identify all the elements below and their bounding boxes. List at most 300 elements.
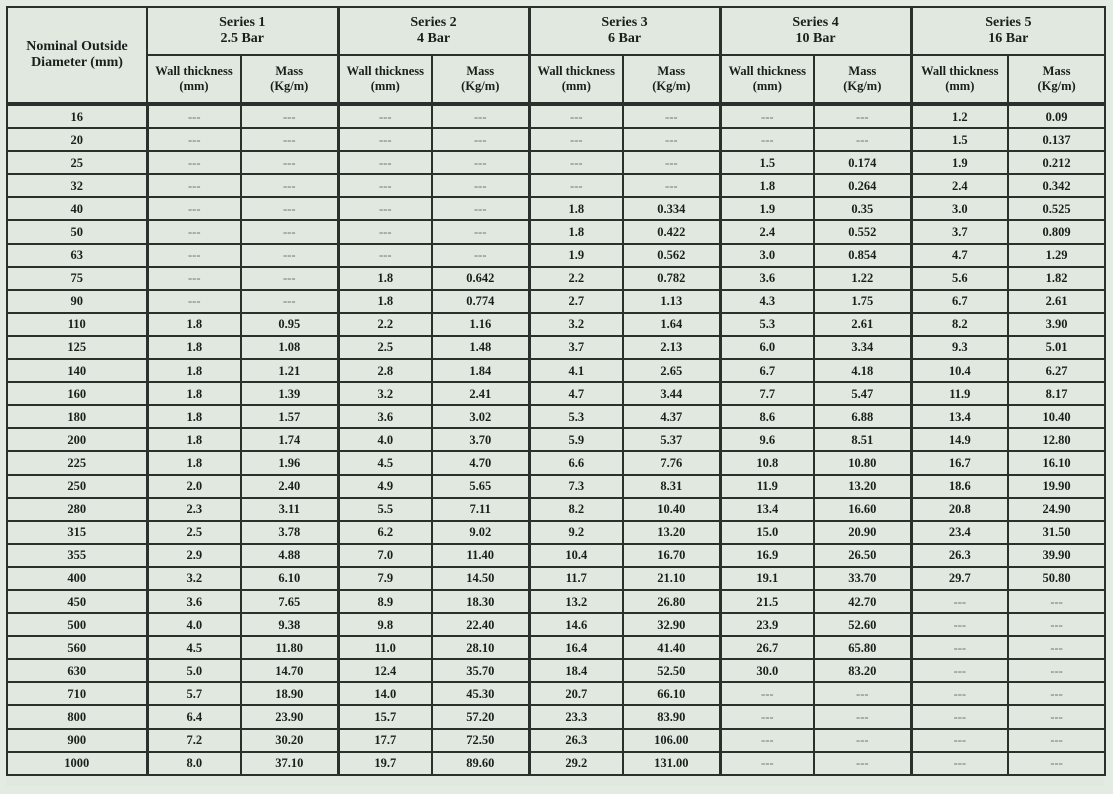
wall-thickness-cell-series-3: ---	[529, 128, 623, 151]
wall-thickness-cell-series-2: 8.9	[338, 590, 432, 613]
table-row	[7, 567, 1105, 590]
mass-cell-series-4: 2.61	[814, 313, 911, 336]
mass-cell-series-3: 2.65	[623, 359, 720, 382]
mass-cell-series-2: 2.41	[432, 382, 529, 405]
wall-thickness-cell-series-5: 23.4	[911, 521, 1008, 544]
wall-thickness-cell-series-1: ---	[147, 220, 241, 243]
mass-cell-series-1: 7.65	[241, 590, 338, 613]
wall-thickness-cell-series-5: ---	[911, 682, 1008, 705]
wall-thickness-cell-series-5: 2.4	[911, 174, 1008, 197]
series-name: Series 1	[219, 15, 266, 30]
mass-cell-series-5: 0.09	[1008, 104, 1105, 128]
corner-line-2: Diameter (mm)	[31, 55, 123, 70]
mass-cell-series-4: 0.174	[814, 151, 911, 174]
mass-cell-series-2: 45.30	[432, 682, 529, 705]
wall-thickness-cell-series-4: 9.6	[720, 428, 814, 451]
mass-cell-series-2: 9.02	[432, 521, 529, 544]
wall-header-line-2: (mm)	[561, 79, 591, 93]
wall-thickness-cell-series-3: 20.7	[529, 682, 623, 705]
wall-thickness-cell-series-3: 1.9	[529, 244, 623, 267]
mass-cell-series-2: 4.70	[432, 451, 529, 474]
wall-thickness-cell-series-2: 1.8	[338, 267, 432, 290]
mass-cell-series-4: 4.18	[814, 359, 911, 382]
wall-thickness-cell-series-5: 26.3	[911, 544, 1008, 567]
wall-thickness-cell-series-4: 2.4	[720, 220, 814, 243]
mass-header-series-4	[814, 55, 911, 104]
mass-cell-series-1: 6.10	[241, 567, 338, 590]
wall-thickness-cell-series-1: ---	[147, 151, 241, 174]
mass-cell-series-2: 1.84	[432, 359, 529, 382]
wall-thickness-cell-series-4: 3.6	[720, 267, 814, 290]
wall-thickness-cell-series-5: 3.0	[911, 197, 1008, 220]
mass-cell-series-5: 16.10	[1008, 451, 1105, 474]
wall-thickness-cell-series-2: 2.5	[338, 336, 432, 359]
table-row	[7, 313, 1105, 336]
mass-cell-series-2: 22.40	[432, 613, 529, 636]
mass-cell-series-1: 14.70	[241, 659, 338, 682]
mass-cell-series-4: 8.51	[814, 428, 911, 451]
mass-cell-series-2: 89.60	[432, 752, 529, 775]
mass-cell-series-3: 8.31	[623, 475, 720, 498]
pipe-spec-sheet	[6, 6, 1104, 786]
mass-cell-series-3: 0.422	[623, 220, 720, 243]
wall-thickness-cell-series-1: 3.2	[147, 567, 241, 590]
wall-thickness-cell-series-3: 7.3	[529, 475, 623, 498]
mass-cell-series-2: 1.48	[432, 336, 529, 359]
mass-cell-series-2: 14.50	[432, 567, 529, 590]
wall-thickness-cell-series-1: 4.5	[147, 636, 241, 659]
mass-cell-series-4: 83.20	[814, 659, 911, 682]
wall-thickness-cell-series-5: 6.7	[911, 290, 1008, 313]
mass-cell-series-5: 39.90	[1008, 544, 1105, 567]
mass-cell-series-3: 4.37	[623, 405, 720, 428]
wall-thickness-cell-series-2: 12.4	[338, 659, 432, 682]
table-row	[7, 752, 1105, 775]
wall-thickness-cell-series-2: 15.7	[338, 705, 432, 728]
mass-cell-series-5: 0.525	[1008, 197, 1105, 220]
mass-cell-series-1: 18.90	[241, 682, 338, 705]
wall-thickness-cell-series-1: 2.0	[147, 475, 241, 498]
mass-cell-series-5: 10.40	[1008, 405, 1105, 428]
wall-header-line-1: Wall thickness	[537, 64, 615, 78]
mass-header-series-1	[241, 55, 338, 104]
series-name: Series 5	[985, 15, 1032, 30]
nominal-diameter-cell: 560	[7, 636, 147, 659]
mass-cell-series-1: ---	[241, 197, 338, 220]
wall-thickness-cell-series-1: 3.6	[147, 590, 241, 613]
mass-cell-series-5: ---	[1008, 729, 1105, 752]
mass-cell-series-1: 3.78	[241, 521, 338, 544]
mass-cell-series-4: 13.20	[814, 475, 911, 498]
wall-thickness-cell-series-5: 29.7	[911, 567, 1008, 590]
mass-cell-series-4: 5.47	[814, 382, 911, 405]
wall-header-line-1: Wall thickness	[155, 64, 233, 78]
mass-cell-series-3: 41.40	[623, 636, 720, 659]
nominal-diameter-cell: 16	[7, 104, 147, 128]
nominal-diameter-cell: 1000	[7, 752, 147, 775]
mass-cell-series-3: 0.562	[623, 244, 720, 267]
wall-thickness-cell-series-5: ---	[911, 613, 1008, 636]
mass-cell-series-4: ---	[814, 128, 911, 151]
wall-thickness-cell-series-5: 13.4	[911, 405, 1008, 428]
wall-thickness-cell-series-2: ---	[338, 104, 432, 128]
mass-cell-series-1: 9.38	[241, 613, 338, 636]
series-header-5	[911, 7, 1105, 55]
mass-cell-series-2: 0.774	[432, 290, 529, 313]
wall-thickness-cell-series-5: ---	[911, 705, 1008, 728]
wall-thickness-cell-series-3: 11.7	[529, 567, 623, 590]
wall-thickness-cell-series-3: 8.2	[529, 498, 623, 521]
wall-thickness-cell-series-4: ---	[720, 104, 814, 128]
wall-thickness-cell-series-3: 3.2	[529, 313, 623, 336]
mass-cell-series-1: ---	[241, 128, 338, 151]
mass-cell-series-2: ---	[432, 151, 529, 174]
table-row	[7, 682, 1105, 705]
mass-cell-series-1: 1.74	[241, 428, 338, 451]
wall-thickness-cell-series-2: 4.9	[338, 475, 432, 498]
wall-thickness-cell-series-3: 3.7	[529, 336, 623, 359]
wall-thickness-cell-series-2: 17.7	[338, 729, 432, 752]
wall-thickness-cell-series-3: 4.7	[529, 382, 623, 405]
nominal-diameter-cell: 900	[7, 729, 147, 752]
wall-thickness-cell-series-1: ---	[147, 104, 241, 128]
mass-cell-series-5: 6.27	[1008, 359, 1105, 382]
mass-header-line-2: (Kg/m)	[1037, 79, 1076, 93]
wall-thickness-cell-series-2: 5.5	[338, 498, 432, 521]
mass-cell-series-1: 0.95	[241, 313, 338, 336]
wall-thickness-cell-series-3: 6.6	[529, 451, 623, 474]
mass-cell-series-5: ---	[1008, 590, 1105, 613]
wall-thickness-cell-series-2: 1.8	[338, 290, 432, 313]
mass-cell-series-4: 0.854	[814, 244, 911, 267]
mass-cell-series-3: 83.90	[623, 705, 720, 728]
table-row	[7, 359, 1105, 382]
mass-cell-series-4: ---	[814, 104, 911, 128]
wall-header-line-2: (mm)	[179, 79, 209, 93]
mass-cell-series-1: ---	[241, 174, 338, 197]
wall-thickness-cell-series-4: 6.0	[720, 336, 814, 359]
mass-cell-series-5: 0.809	[1008, 220, 1105, 243]
nominal-diameter-cell: 20	[7, 128, 147, 151]
table-row	[7, 128, 1105, 151]
wall-header-series-2	[338, 55, 432, 104]
table-row	[7, 174, 1105, 197]
nominal-diameter-cell: 140	[7, 359, 147, 382]
table-row	[7, 104, 1105, 128]
mass-cell-series-3: ---	[623, 174, 720, 197]
mass-cell-series-1: ---	[241, 104, 338, 128]
mass-cell-series-2: ---	[432, 104, 529, 128]
wall-thickness-cell-series-3: ---	[529, 151, 623, 174]
wall-thickness-cell-series-5: 11.9	[911, 382, 1008, 405]
wall-thickness-cell-series-2: 4.0	[338, 428, 432, 451]
header-row-series	[7, 7, 1105, 55]
table-row	[7, 244, 1105, 267]
wall-thickness-cell-series-1: 7.2	[147, 729, 241, 752]
series-header-2	[338, 7, 529, 55]
mass-header-line-1: Mass	[848, 64, 877, 78]
mass-cell-series-4: 1.75	[814, 290, 911, 313]
mass-cell-series-3: ---	[623, 104, 720, 128]
table-body	[7, 104, 1105, 775]
wall-thickness-cell-series-5: 18.6	[911, 475, 1008, 498]
series-pressure: 16 Bar	[988, 31, 1029, 46]
wall-thickness-cell-series-2: 7.9	[338, 567, 432, 590]
mass-cell-series-2: 18.30	[432, 590, 529, 613]
mass-cell-series-3: 52.50	[623, 659, 720, 682]
mass-cell-series-1: ---	[241, 244, 338, 267]
mass-cell-series-5: 2.61	[1008, 290, 1105, 313]
nominal-diameter-cell: 160	[7, 382, 147, 405]
series-name: Series 3	[601, 15, 648, 30]
wall-thickness-cell-series-3: 2.7	[529, 290, 623, 313]
mass-cell-series-4: 0.552	[814, 220, 911, 243]
nominal-diameter-cell: 125	[7, 336, 147, 359]
wall-thickness-cell-series-2: 19.7	[338, 752, 432, 775]
wall-thickness-cell-series-5: ---	[911, 659, 1008, 682]
mass-cell-series-3: 10.40	[623, 498, 720, 521]
mass-cell-series-3: 13.20	[623, 521, 720, 544]
wall-thickness-cell-series-3: 9.2	[529, 521, 623, 544]
wall-thickness-cell-series-4: 16.9	[720, 544, 814, 567]
wall-header-line-1: Wall thickness	[728, 64, 807, 78]
wall-thickness-cell-series-2: 2.8	[338, 359, 432, 382]
mass-cell-series-3: 1.13	[623, 290, 720, 313]
wall-thickness-cell-series-5: 4.7	[911, 244, 1008, 267]
mass-header-series-3	[623, 55, 720, 104]
wall-header-line-1: Wall thickness	[921, 64, 999, 78]
mass-cell-series-5: 0.137	[1008, 128, 1105, 151]
mass-cell-series-3: 7.76	[623, 451, 720, 474]
mass-cell-series-5: ---	[1008, 613, 1105, 636]
mass-cell-series-2: 11.40	[432, 544, 529, 567]
mass-cell-series-4: 65.80	[814, 636, 911, 659]
series-pressure: 2.5 Bar	[220, 31, 265, 46]
wall-thickness-cell-series-4: 4.3	[720, 290, 814, 313]
mass-cell-series-2: 7.11	[432, 498, 529, 521]
table-row	[7, 590, 1105, 613]
wall-thickness-cell-series-2: ---	[338, 244, 432, 267]
wall-thickness-cell-series-4: ---	[720, 752, 814, 775]
wall-header-line-2: (mm)	[945, 79, 975, 93]
mass-header-line-2: (Kg/m)	[270, 79, 309, 93]
corner-line-1: Nominal Outside	[26, 39, 128, 54]
wall-header-series-4	[720, 55, 814, 104]
series-header-3	[529, 7, 720, 55]
mass-cell-series-1: 1.96	[241, 451, 338, 474]
wall-header-line-2: (mm)	[370, 79, 400, 93]
table-row	[7, 151, 1105, 174]
wall-thickness-cell-series-5: 1.9	[911, 151, 1008, 174]
mass-cell-series-4: ---	[814, 682, 911, 705]
wall-thickness-cell-series-2: 4.5	[338, 451, 432, 474]
nominal-diameter-cell: 400	[7, 567, 147, 590]
wall-thickness-cell-series-1: 1.8	[147, 359, 241, 382]
nominal-diameter-header	[7, 7, 147, 104]
mass-cell-series-4: 20.90	[814, 521, 911, 544]
wall-thickness-cell-series-3: 26.3	[529, 729, 623, 752]
wall-thickness-cell-series-4: 11.9	[720, 475, 814, 498]
wall-thickness-cell-series-1: ---	[147, 290, 241, 313]
wall-thickness-cell-series-2: 3.2	[338, 382, 432, 405]
wall-thickness-cell-series-1: 5.0	[147, 659, 241, 682]
mass-cell-series-2: ---	[432, 197, 529, 220]
mass-header-line-1: Mass	[1042, 64, 1071, 78]
mass-cell-series-1: 1.57	[241, 405, 338, 428]
nominal-diameter-cell: 710	[7, 682, 147, 705]
table-row	[7, 729, 1105, 752]
mass-header-line-1: Mass	[466, 64, 495, 78]
nominal-diameter-cell: 450	[7, 590, 147, 613]
nominal-diameter-cell: 280	[7, 498, 147, 521]
wall-thickness-cell-series-2: 7.0	[338, 544, 432, 567]
mass-cell-series-4: ---	[814, 705, 911, 728]
wall-header-line-2: (mm)	[752, 79, 782, 93]
wall-thickness-cell-series-1: 2.5	[147, 521, 241, 544]
nominal-diameter-cell: 90	[7, 290, 147, 313]
wall-thickness-cell-series-5: 9.3	[911, 336, 1008, 359]
wall-thickness-cell-series-1: 1.8	[147, 382, 241, 405]
mass-cell-series-2: 1.16	[432, 313, 529, 336]
wall-thickness-cell-series-3: 2.2	[529, 267, 623, 290]
wall-thickness-cell-series-3: 5.3	[529, 405, 623, 428]
table-row	[7, 705, 1105, 728]
wall-thickness-cell-series-4: 1.8	[720, 174, 814, 197]
wall-thickness-cell-series-3: 14.6	[529, 613, 623, 636]
wall-thickness-cell-series-5: 3.7	[911, 220, 1008, 243]
wall-thickness-cell-series-2: 3.6	[338, 405, 432, 428]
wall-thickness-cell-series-1: ---	[147, 197, 241, 220]
table-row	[7, 659, 1105, 682]
wall-thickness-cell-series-5: 1.5	[911, 128, 1008, 151]
nominal-diameter-cell: 110	[7, 313, 147, 336]
mass-cell-series-1: 4.88	[241, 544, 338, 567]
table-row	[7, 197, 1105, 220]
table-row	[7, 336, 1105, 359]
mass-cell-series-5: 19.90	[1008, 475, 1105, 498]
wall-thickness-cell-series-4: 10.8	[720, 451, 814, 474]
mass-cell-series-2: ---	[432, 128, 529, 151]
wall-thickness-cell-series-4: 26.7	[720, 636, 814, 659]
wall-header-series-5	[911, 55, 1008, 104]
wall-thickness-cell-series-4: ---	[720, 682, 814, 705]
mass-cell-series-5: 5.01	[1008, 336, 1105, 359]
wall-thickness-cell-series-1: ---	[147, 174, 241, 197]
mass-cell-series-4: 0.264	[814, 174, 911, 197]
wall-thickness-cell-series-4: 19.1	[720, 567, 814, 590]
wall-thickness-cell-series-5: 10.4	[911, 359, 1008, 382]
wall-thickness-cell-series-1: 4.0	[147, 613, 241, 636]
wall-thickness-cell-series-2: 9.8	[338, 613, 432, 636]
series-pressure: 4 Bar	[416, 31, 451, 46]
wall-thickness-cell-series-2: ---	[338, 174, 432, 197]
mass-cell-series-2: 3.02	[432, 405, 529, 428]
wall-thickness-cell-series-3: 5.9	[529, 428, 623, 451]
nominal-diameter-cell: 32	[7, 174, 147, 197]
wall-thickness-cell-series-1: 2.3	[147, 498, 241, 521]
nominal-diameter-cell: 75	[7, 267, 147, 290]
wall-thickness-cell-series-2: 6.2	[338, 521, 432, 544]
mass-cell-series-4: ---	[814, 752, 911, 775]
mass-cell-series-2: 5.65	[432, 475, 529, 498]
wall-thickness-cell-series-2: ---	[338, 197, 432, 220]
mass-cell-series-1: ---	[241, 151, 338, 174]
wall-thickness-cell-series-1: 5.7	[147, 682, 241, 705]
wall-thickness-cell-series-1: 2.9	[147, 544, 241, 567]
series-header-4	[720, 7, 911, 55]
wall-thickness-cell-series-1: 1.8	[147, 313, 241, 336]
wall-thickness-cell-series-3: 1.8	[529, 197, 623, 220]
wall-thickness-cell-series-3: 16.4	[529, 636, 623, 659]
mass-cell-series-1: 1.08	[241, 336, 338, 359]
mass-cell-series-2: 35.70	[432, 659, 529, 682]
mass-cell-series-5: 50.80	[1008, 567, 1105, 590]
wall-thickness-cell-series-1: 1.8	[147, 405, 241, 428]
table-row	[7, 475, 1105, 498]
wall-thickness-cell-series-5: 8.2	[911, 313, 1008, 336]
wall-thickness-cell-series-5: 20.8	[911, 498, 1008, 521]
mass-cell-series-2: 72.50	[432, 729, 529, 752]
table-row	[7, 636, 1105, 659]
mass-header-line-2: (Kg/m)	[652, 79, 691, 93]
mass-header-line-1: Mass	[275, 64, 304, 78]
wall-thickness-cell-series-5: 14.9	[911, 428, 1008, 451]
mass-cell-series-3: 2.13	[623, 336, 720, 359]
series-header-1	[147, 7, 338, 55]
series-pressure: 10 Bar	[795, 31, 836, 46]
wall-thickness-cell-series-1: ---	[147, 267, 241, 290]
wall-thickness-cell-series-4: ---	[720, 128, 814, 151]
series-pressure: 6 Bar	[608, 31, 642, 46]
wall-thickness-cell-series-1: 1.8	[147, 451, 241, 474]
mass-cell-series-4: 1.22	[814, 267, 911, 290]
wall-thickness-cell-series-4: ---	[720, 705, 814, 728]
wall-thickness-cell-series-4: 7.7	[720, 382, 814, 405]
mass-cell-series-2: ---	[432, 244, 529, 267]
nominal-diameter-cell: 25	[7, 151, 147, 174]
series-name: Series 2	[410, 15, 457, 30]
wall-header-series-1	[147, 55, 241, 104]
wall-thickness-cell-series-3: 13.2	[529, 590, 623, 613]
mass-cell-series-5: ---	[1008, 705, 1105, 728]
wall-thickness-cell-series-5: 1.2	[911, 104, 1008, 128]
wall-thickness-cell-series-4: 3.0	[720, 244, 814, 267]
mass-cell-series-5: 1.82	[1008, 267, 1105, 290]
wall-thickness-cell-series-4: 30.0	[720, 659, 814, 682]
mass-cell-series-1: ---	[241, 220, 338, 243]
mass-cell-series-2: ---	[432, 220, 529, 243]
wall-thickness-cell-series-4: 23.9	[720, 613, 814, 636]
mass-cell-series-5: 12.80	[1008, 428, 1105, 451]
mass-cell-series-3: 3.44	[623, 382, 720, 405]
mass-cell-series-3: 21.10	[623, 567, 720, 590]
wall-thickness-cell-series-3: ---	[529, 174, 623, 197]
mass-cell-series-1: 37.10	[241, 752, 338, 775]
wall-thickness-cell-series-1: 8.0	[147, 752, 241, 775]
wall-thickness-cell-series-1: 1.8	[147, 336, 241, 359]
pipe-spec-table	[6, 6, 1106, 776]
mass-cell-series-3: 131.00	[623, 752, 720, 775]
nominal-diameter-cell: 630	[7, 659, 147, 682]
wall-thickness-cell-series-5: ---	[911, 590, 1008, 613]
mass-header-line-1: Mass	[657, 64, 686, 78]
wall-thickness-cell-series-2: 14.0	[338, 682, 432, 705]
mass-cell-series-3: 16.70	[623, 544, 720, 567]
mass-cell-series-3: 5.37	[623, 428, 720, 451]
mass-cell-series-1: 30.20	[241, 729, 338, 752]
mass-cell-series-4: 42.70	[814, 590, 911, 613]
wall-thickness-cell-series-4: ---	[720, 729, 814, 752]
